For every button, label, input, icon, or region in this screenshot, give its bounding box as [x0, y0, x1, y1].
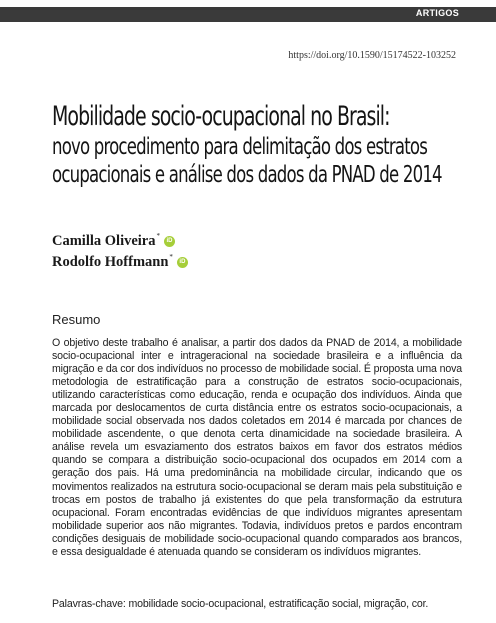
- affiliation-mark: *: [156, 232, 160, 240]
- orcid-icon[interactable]: iD: [164, 236, 175, 247]
- title-line-3: ocupacionais e análise dos dados da PNAD de 2014: [52, 162, 442, 188]
- article-title: [52, 101, 462, 189]
- affiliation-mark: *: [169, 253, 173, 261]
- title-line-2: novo procedimento para delimitação dos estratos: [52, 134, 428, 160]
- section-bar: [0, 7, 496, 22]
- author-list: [52, 231, 188, 273]
- orcid-icon[interactable]: iD: [177, 257, 188, 268]
- author-item: [52, 231, 188, 252]
- section-label: ARTIGOS: [415, 8, 459, 18]
- title-line-1: Mobilidade socio-ocupacional no Brasil:: [52, 101, 390, 132]
- author-name: Rodolfo Hoffmann: [52, 254, 169, 270]
- author-item: [52, 252, 188, 273]
- keywords: Palavras-chave: mobilidade socio-ocupacional, estratificação social, migração, cor.: [52, 598, 429, 610]
- author-name: Camilla Oliveira: [52, 233, 156, 249]
- abstract-heading: Resumo: [52, 312, 101, 327]
- doi-link[interactable]: https://doi.org/10.1590/15174522-103252: [288, 50, 456, 61]
- abstract-body: O objetivo deste trabalho é analisar, a partir dos dados da PNAD de 2014, a mobilidade socio-ocupacional inter e intrageracional na sociedade brasileira e a influência da migração e da cor dos indivíduos no processo de mobilidade social. É proposta uma nova metodologia de estratificação para a construção de estratos socio-ocupacionais, utilizando características como educação, renda e ocupação dos indivíduos. Ainda que marcada por deslocamentos de curta distância entre os estratos socio-ocupacionais, a mobilidade social observada nos dados coletados em 2014 é marcada por chances de mobilidade ascendente, o que denota certa dinamicidade na sociedade brasileira. A análise revela um esvaziamento dos estratos baixos em favor dos estratos médios quando se compara a distribuição socio-ocupacional dos ocupados em 2014 com a geração dos pais. Há uma predominância na mobilidade circular, indicando que os movimentos realizados na estrutura socio-ocupacional se deram mais pela substituição e trocas em postos de trabalho já existentes do que pela transformação da estrutura ocupacional. Foram encontradas evidências de que indivíduos migrantes apresentam mobilidade superior aos não migrantes. Todavia, indivíduos pretos e pardos encontram condições desiguais de mobilidade socio-ocupacional quando comparados aos brancos, e essa desigualdade é atenuada quando se consideram os indivíduos migrantes.: [52, 337, 462, 558]
